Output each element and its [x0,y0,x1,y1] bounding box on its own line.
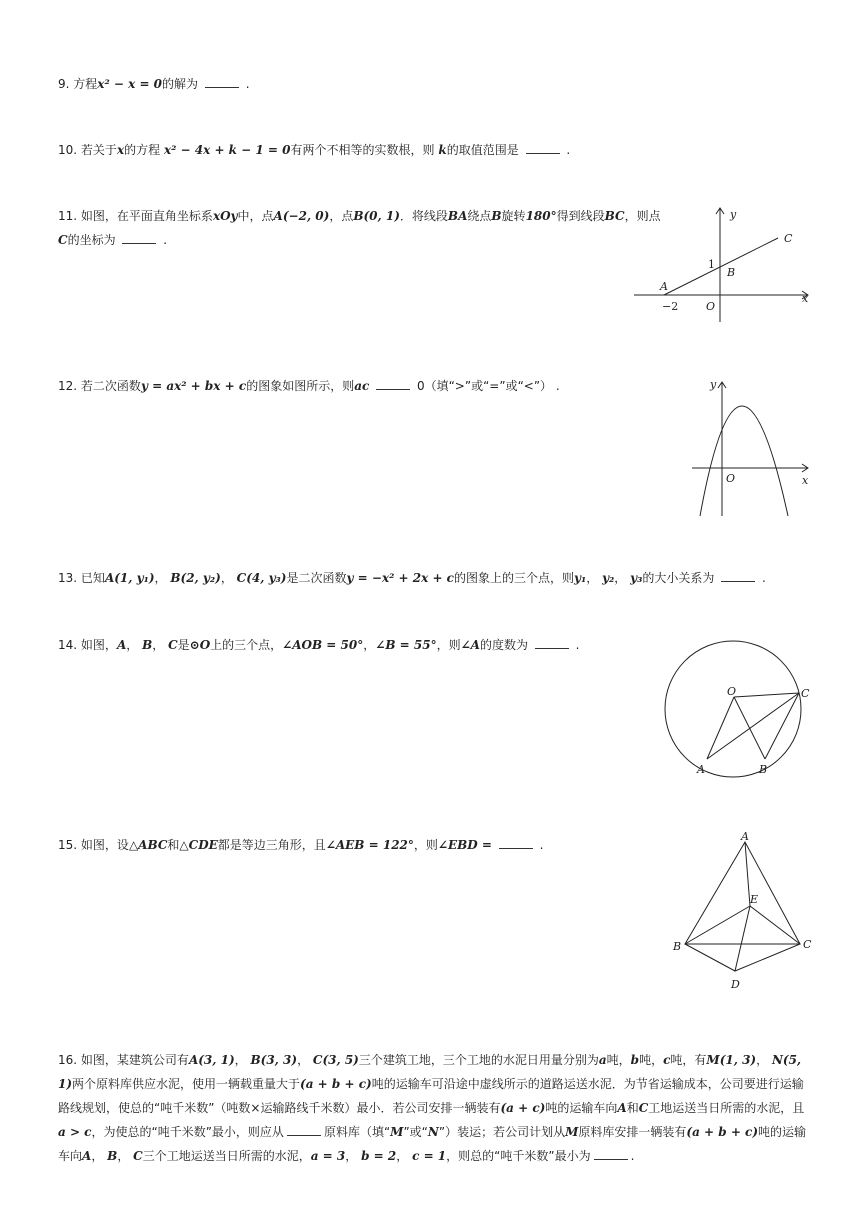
q11-text-b: 中，点 [237,209,274,223]
q14-angle-a: ∠A [460,638,480,652]
q16-t1: 如图，某建筑公司有 [80,1053,189,1067]
q16-c3: C [133,1149,143,1163]
q16-t13: ”或“ [403,1125,428,1139]
figure-15-triangles [665,828,825,998]
q15-angle-aeb: ∠AEB = 122° [325,838,414,852]
q16-value-a: a = 3 [310,1149,346,1163]
q13-point-c: C(4, y₃) [236,571,287,585]
fig11-label-x: x [802,292,809,305]
q16-t6: 两个原料库供应水泥，使用一辆载重量大于 [72,1077,301,1091]
q10-post2: 的取值范围是 [446,143,519,157]
q9-answer-blank[interactable] [205,76,239,88]
q15-mid3: ，则 [413,838,438,852]
q12-number: 12. [58,379,78,393]
q16-end: . [630,1149,635,1163]
q13-point-a: A(1, y₁) [104,571,155,585]
q10-equation: x² − 4x + k − 1 = 0 [163,143,291,157]
q11-text-line2: 的坐标为 [67,233,116,247]
q13-y3: y₃ [630,571,643,585]
q15-answer-blank[interactable] [499,837,533,849]
question-16: 16. 如图，某建筑公司有A(3, 1)， B(3, 3)， C(3, 5)三个建筑工地，三个工地的水泥日用量分别为a吨，b吨，c吨，有M(1, 3)， N(5, 1)两个原料库供应水泥，使用一辆载重量大于(a + b + c)吨的运输车可沿途中虚线所示的道路运送水泥．为节省运输成本，公司要进行运输路线规划，使总的“吨千米数”（吨数×运输路线千米数）最小．若公司安排一辆装有(a + c)吨的运输车向A和C工地运送当日所需的水泥，且a > c，为使总的“吨千米数”最小，则应从 原料库（填“M”或“N”）装运；若公司计划从M原料库安排一辆装有(a + b + c)吨的运输车向A， B， C三个工地运送当日所需的水泥，a = 3， b = 2， c = 1，则总的“吨千米数”最小为 . [58,1053,807,1163]
question-11-line2 [58,232,167,248]
q13-answer-blank[interactable] [721,570,755,582]
fig15-seg-be [685,906,750,944]
q16-site-a: A(3, 1) [188,1053,235,1067]
fig11-label-a: A [660,280,668,293]
fig12-label-o: O [726,472,736,485]
q14-pre: 如图， [80,638,117,652]
q16-value-c: c = 1 [412,1149,447,1163]
q14-angle-b: ∠B = 55° [375,638,437,652]
q12-end: . [555,379,560,393]
q16-answer-blank-1[interactable] [287,1124,321,1136]
q13-number: 13. [58,571,78,585]
q16-t17: 三个工地运送当日所需的水泥， [142,1149,311,1163]
q12-post: 0（填“>”或“=”或“<”） [416,379,553,393]
q16-t18: ，则总的“吨千米数”最小为 [446,1149,591,1163]
q11-pt-b: B [491,209,502,223]
q15-mid2: 都是等边三角形，且 [217,838,326,852]
figure-12-parabola-graph [688,372,816,522]
q9-end: . [245,77,250,91]
q11-seg-ba: BA [447,209,468,223]
fig14-label-a: A [697,763,705,776]
q15-tri-cde: △CDE [179,838,218,852]
fig14-label-c: C [801,687,810,700]
q11-number: 11. [58,209,78,223]
q16-var-b: b [630,1053,640,1067]
q16-t5: 吨，有 [670,1053,707,1067]
q11-var-c: C [58,233,68,247]
fig14-seg-oc [734,693,799,697]
q10-var2: k [438,143,447,157]
q13-point-b: B(2, y₂) [170,571,221,585]
q16-t16: 吨的运输车向 [58,1125,807,1163]
fig14-seg-ac [707,693,799,759]
figure-14-circle [655,625,825,785]
q14-mid3: ，则 [436,638,461,652]
q13-y1: y₁ [574,571,587,585]
q15-tri-abc: △ABC [128,838,168,852]
q11-text-h: ，则点 [624,209,661,223]
question-12 [58,378,560,394]
question-11 [58,208,661,224]
q13-post2: 的大小关系为 [642,571,715,585]
q16-m2: M [565,1125,579,1139]
fig14-label-b: B [759,763,768,776]
q16-value-b: b = 2 [361,1149,397,1163]
q16-t11: ，为使总的“吨千米数”最小，则应从 [91,1125,284,1139]
fig11-label-b: B [727,266,736,279]
fig15-triangle-abc [685,842,800,944]
q16-depot-n: N(5, 1) [58,1053,802,1091]
q14-a: A [116,638,127,652]
q16-t7: 吨的运输车可沿途中虚线所示的道路运送水泥．为节省运输成本，公司要进行运输路线规划，使总的“吨千米数”（吨数×运输路线千米数）最小．若公司安排一辆装有 [58,1077,804,1115]
q11-text-a: 如图，在平面直角坐标系 [80,209,213,223]
fig12-parabola [700,406,788,516]
q14-circle: ⊙O [189,638,211,652]
q9-equation: x² − x = 0 [97,77,163,91]
q13-post1: 的图象上的三个点，则 [453,571,574,585]
question-10 [58,142,570,158]
q16-number: 16. [58,1053,78,1067]
q10-var: x [116,143,125,157]
q13-function: y = −x² + 2x + c [346,571,454,585]
fig15-label-b: B [673,940,682,953]
q12-var: ac [354,379,370,393]
question-9 [58,76,250,92]
q16-var-c: c [663,1053,671,1067]
figure-11-coordinate-graph [628,200,818,330]
q10-answer-blank[interactable] [526,142,560,154]
q14-c: C [168,638,178,652]
q15-mid1: 和 [167,838,180,852]
q11-answer-blank[interactable] [122,232,156,244]
q11-text-e: 绕点 [467,209,492,223]
fig14-label-o: O [727,685,737,698]
q16-abc: (a + b + c) [300,1077,372,1091]
fig11-label-o: O [706,300,716,313]
q14-mid2: 上的三个点， [210,638,283,652]
q16-t10: 工地运送当日所需的水泥，且 [648,1101,805,1115]
q11-point-a: A(−2, 0) [273,209,330,223]
q14-number: 14. [58,638,78,652]
q16-site-b: B(3, 3) [250,1053,298,1067]
fig15-label-d: D [731,978,740,991]
q16-t2: 三个建筑工地，三个工地的水泥日用量分别为 [358,1053,599,1067]
q11-angle: 180° [525,209,557,223]
q16-depot-m: M(1, 3) [706,1053,757,1067]
q16-t15: 原料库安排一辆装有 [578,1125,687,1139]
q16-t4: 吨， [639,1053,664,1067]
q14-answer-blank[interactable] [535,637,569,649]
q16-site-c: C(3, 5) [312,1053,359,1067]
q14-mid1: 是 [177,638,190,652]
q16-condition: a > c [58,1125,92,1139]
q13-y2: y₂ [602,571,615,585]
q10-post1: 有两个不相等的实数根，则 [290,143,435,157]
q11-point-b: B(0, 1) [353,209,400,223]
q16-t9: 和 [626,1101,639,1115]
q11-text-g: 得到线段 [556,209,605,223]
q9-pre: 方程 [73,77,98,91]
q10-number: 10. [58,143,78,157]
q10-pre: 若关于 [80,143,117,157]
q16-m-option: M [390,1125,404,1139]
q16-a3: A [82,1149,92,1163]
q13-mid: 是二次函数 [286,571,347,585]
q12-answer-blank[interactable] [376,378,410,390]
q16-t8: 吨的运输车向 [545,1101,618,1115]
fig15-triangle-cde [735,906,800,971]
q16-abc2: (a + b + c) [686,1125,759,1139]
q11-text-d: ．将线段 [399,209,448,223]
q12-pre: 若二次函数 [80,379,141,393]
q16-var-a: a [598,1053,607,1067]
fig12-label-y: y [710,378,717,391]
q16-t3: 吨， [606,1053,631,1067]
q16-c2: C [638,1101,649,1115]
q14-post: 的度数为 [479,638,528,652]
q9-number: 9. [58,77,70,91]
fig12-label-x: x [802,474,809,487]
fig14-seg-bc [765,693,799,759]
fig15-label-c: C [803,938,812,951]
q16-t14: ”）装运；若公司计划从 [438,1125,566,1139]
q14-angle-aob: ∠AOB = 50° [282,638,364,652]
q14-b: B [142,638,153,652]
q11-text-f: 旋转 [501,209,526,223]
question-13: 13. 已知A(1, y₁)， B(2, y₂)， C(4, y₃)是二次函数y = −x² + 2x + c的图象上的三个点，则y₁， y₂， y₃的大小关系为 . [58,571,766,585]
q13-end: . [762,571,766,585]
q15-pre: 如图，设 [80,838,129,852]
q14-end: . [575,638,580,652]
q13-pre: 已知 [80,571,105,585]
fig11-label-neg2: −2 [662,300,679,313]
q10-end: . [566,143,571,157]
q16-t12: 原料库（填“ [323,1125,391,1139]
q15-angle-ebd: ∠EBD = [437,838,492,852]
q11-end: . [163,233,168,247]
question-15 [58,837,543,853]
fig15-label-e: E [750,893,759,906]
question-14: 14. 如图，A， B， C是⊙O上的三个点，∠AOB = 50°，∠B = 55°，则∠A的度数为 . [58,638,580,652]
q15-end: . [539,838,544,852]
fig11-label-y: y [730,208,737,221]
q9-post: 的解为 [162,77,199,91]
q16-n-option: N [427,1125,439,1139]
fig15-label-a: A [741,830,749,843]
q11-text-c: ，点 [329,209,354,223]
q16-ac: (a + c) [500,1101,546,1115]
q16-answer-blank-2[interactable] [594,1148,628,1160]
fig11-line-ac [664,238,778,295]
q11-seg-bc: BC [604,209,625,223]
fig14-circle [665,641,801,777]
q16-a2: A [617,1101,627,1115]
q10-mid: 的方程 [124,143,161,157]
fig11-label-one: 1 [708,258,715,271]
fig11-label-c: C [784,232,793,245]
q11-coord-system: xOy [212,209,238,223]
fig15-seg-bd [685,944,735,971]
q16-b3: B [107,1149,118,1163]
q12-function: y = ax² + bx + c [140,379,247,393]
q14-sep: ， [363,638,376,652]
q15-number: 15. [58,838,78,852]
q12-mid: 的图象如图所示，则 [246,379,355,393]
